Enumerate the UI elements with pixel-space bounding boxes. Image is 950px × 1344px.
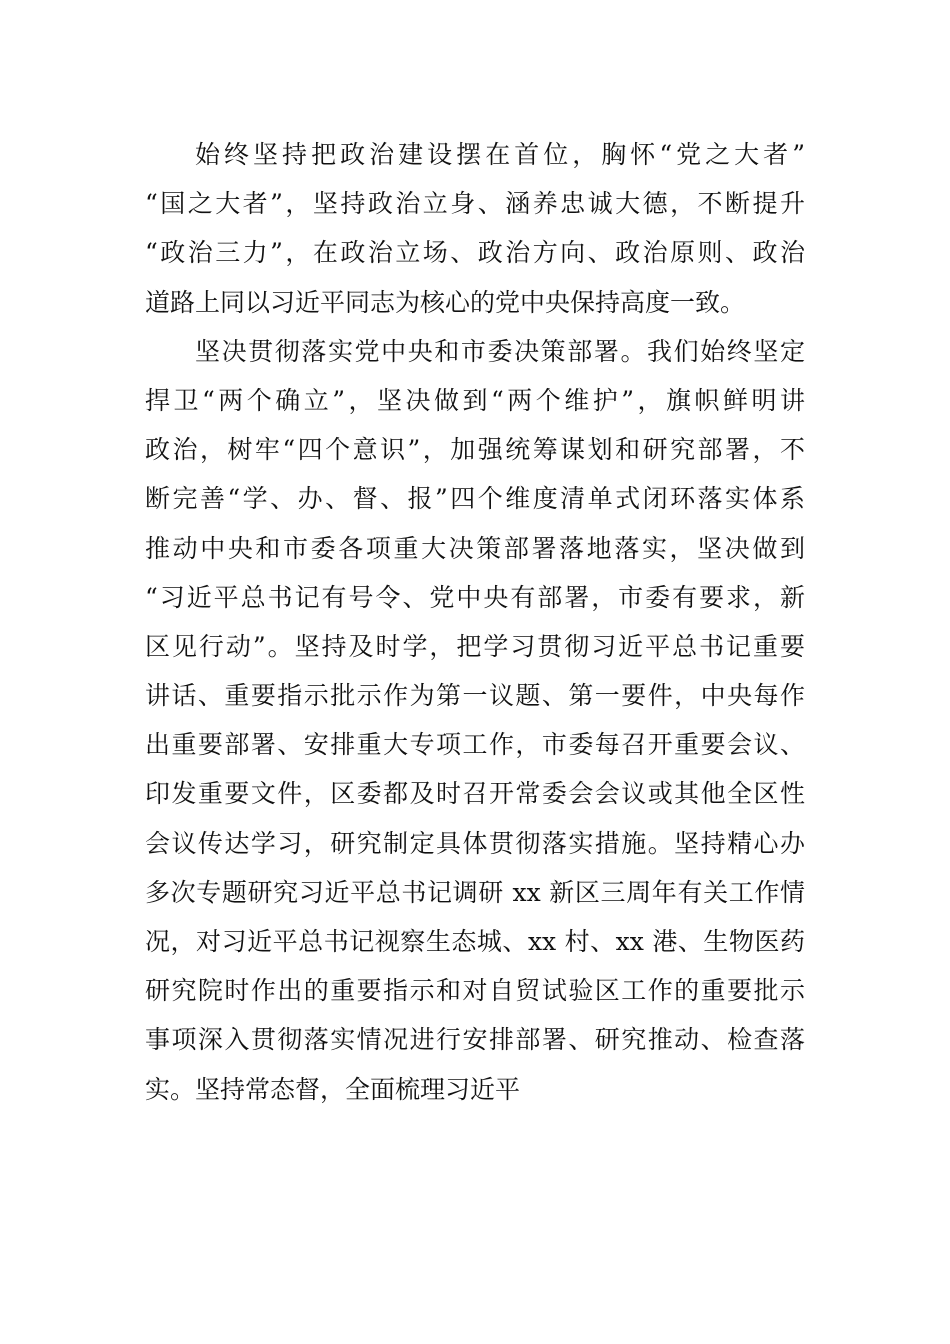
text-line: “国之大者”，坚持政治立身、涵养忠诚大德，不断提升 (145, 189, 805, 219)
text-line: 会议传达学习，研究制定具体贯彻落实措施。坚持精心办 (145, 828, 805, 858)
text-line: 实。坚持常态督，全面梳理习近平 (145, 1074, 521, 1104)
text-line: 断完善“学、办、督、报”四个维度清单式闭环落实体系 (145, 484, 805, 514)
paragraph-1 (145, 130, 805, 327)
text-line: 讲话、重要指示批示作为第一议题、第一要件，中央每作 (145, 681, 805, 711)
text-line: 出重要部署、安排重大专项工作，市委每召开重要会议、 (145, 730, 805, 760)
text-line: 政治，树牢“四个意识”，加强统筹谋划和研究部署，不 (145, 435, 805, 465)
text-line: 印发重要文件，区委都及时召开常委会会议或其他全区性 (145, 779, 805, 809)
text-line: 研究院时作出的重要指示和对自贸试验区工作的重要批示 (145, 976, 805, 1006)
text-line: 始终坚持把政治建设摆在首位，胸怀“党之大者” (195, 140, 805, 169)
text-line: 坚决贯彻落实党中央和市委决策部署。我们始终坚定 (195, 336, 805, 366)
text-line: 况，对习近平总书记视察生态城、xx 村、xx 港、生物医药 (145, 927, 805, 956)
paragraph-2 (145, 327, 805, 1114)
text-line: 推动中央和市委各项重大决策部署落地落实，坚决做到 (145, 533, 805, 563)
text-line: “习近平总书记有号令、党中央有部署，市委有要求，新 (145, 582, 805, 612)
text-line: “政治三力”，在政治立场、政治方向、政治原则、政治 (145, 238, 805, 268)
text-line: 区见行动”。坚持及时学，把学习贯彻习近平总书记重要 (145, 631, 805, 661)
text-line: 捍卫“两个确立”，坚决做到“两个维护”，旗帜鲜明讲 (145, 385, 805, 415)
text-line: 道路上同以习近平同志为核心的党中央保持高度一致。 (145, 287, 746, 317)
text-line: 事项深入贯彻落实情况进行安排部署、研究推动、检查落 (145, 1025, 805, 1055)
text-line: 多次专题研究习近平总书记调研 xx 新区三周年有关工作情 (145, 877, 805, 907)
document-body (145, 130, 805, 1114)
